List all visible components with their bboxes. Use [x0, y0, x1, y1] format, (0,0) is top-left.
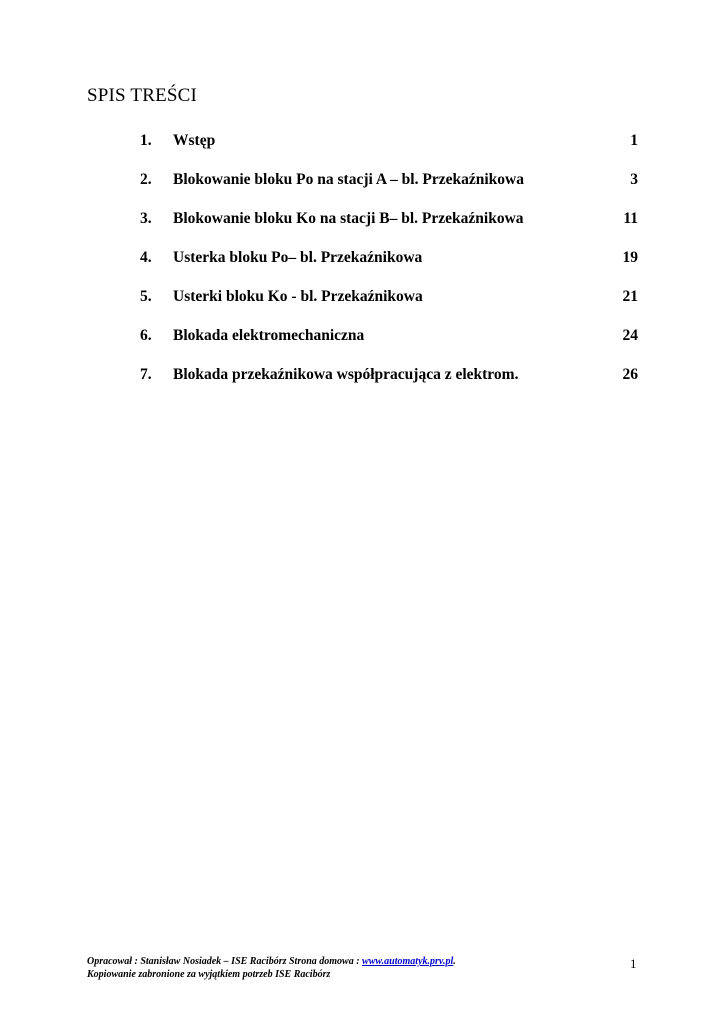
toc-entry-number: 4.	[140, 249, 152, 266]
toc-entry-page: 19	[622, 249, 638, 266]
toc-entry-title: Usterka bloku Po– bl. Przekaźnikowa	[173, 249, 423, 266]
page-footer	[87, 955, 456, 981]
homepage-link[interactable]: www.automatyk.prv.pl	[362, 956, 454, 967]
toc-entry-number: 5.	[140, 288, 152, 305]
toc-entry-title: Wstęp	[173, 132, 216, 149]
footer-copyright-line: Kopiowanie zabronione za wyjątkiem potrzeb ISE Racibórz	[87, 969, 331, 980]
toc-entry-number: 6.	[140, 327, 152, 344]
toc-entry	[140, 288, 638, 327]
toc-entry	[140, 327, 638, 366]
toc-entry-title: Blokada elektromechaniczna	[173, 327, 365, 344]
toc-entry	[140, 171, 638, 210]
toc-entry-page: 24	[622, 327, 638, 344]
toc-entry	[140, 249, 638, 288]
toc-entry-number: 1.	[140, 132, 152, 149]
toc-entry-number: 2.	[140, 171, 152, 188]
footer-page-number: 1	[630, 956, 637, 971]
footer-period: .	[453, 956, 456, 967]
toc-entry	[140, 366, 638, 405]
table-of-contents	[140, 132, 638, 405]
toc-entry	[140, 132, 638, 171]
toc-entry-title: Blokowanie bloku Ko na stacji B– bl. Przekaźnikowa	[173, 210, 524, 227]
toc-entry-page: 1	[630, 132, 638, 149]
toc-entry	[140, 210, 638, 249]
toc-entry-number: 7.	[140, 366, 152, 383]
toc-entry-page: 11	[623, 210, 638, 227]
toc-entry-title: Blokada przekaźnikowa współpracująca z elektrom.	[173, 366, 519, 383]
toc-entry-number: 3.	[140, 210, 152, 227]
toc-entry-page: 21	[622, 288, 638, 305]
page-title: SPIS TREŚCI	[87, 85, 198, 106]
toc-entry-title: Blokowanie bloku Po na stacji A – bl. Przekaźnikowa	[173, 171, 524, 188]
toc-entry-page: 3	[630, 171, 638, 188]
toc-entry-page: 26	[622, 366, 638, 383]
footer-author-line	[87, 955, 456, 968]
toc-entry-title: Usterki bloku Ko - bl. Przekaźnikowa	[173, 288, 423, 305]
footer-author-text: Opracował : Stanisław Nosiadek – ISE Racibórz Strona domowa :	[87, 956, 363, 967]
